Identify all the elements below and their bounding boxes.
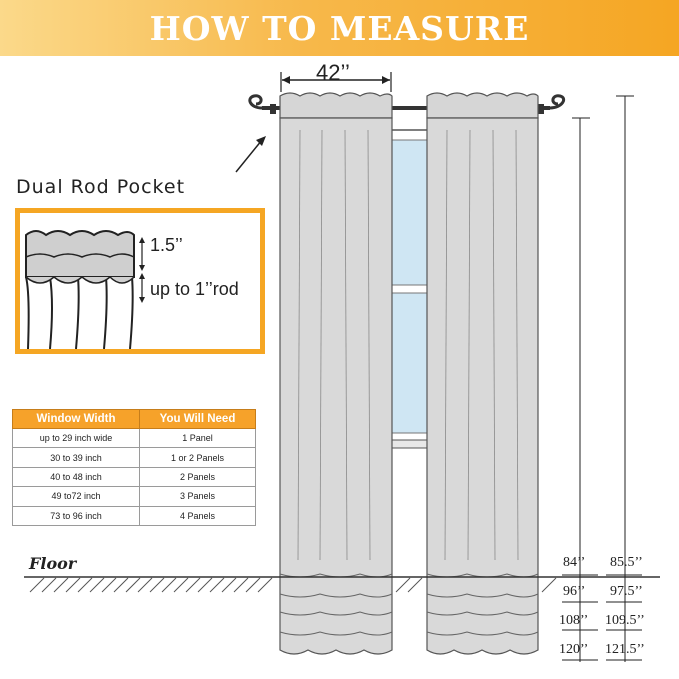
pocket-rod-label: up to 1’’rod <box>150 279 239 299</box>
window-width-cell: 49 to72 inch <box>13 487 140 506</box>
outer-length-label: 97.5’’ <box>610 584 643 599</box>
outer-length-label: 85.5’’ <box>610 555 643 570</box>
panels-needed-cell: 3 Panels <box>140 487 256 506</box>
panels-needed-cell: 2 Panels <box>140 467 256 486</box>
table-row <box>13 487 256 506</box>
table-row <box>13 448 256 467</box>
banner-title: HOW TO MEASURE <box>149 8 530 48</box>
dual-rod-pocket-label: Dual Rod Pocket <box>16 176 186 198</box>
table-row <box>13 506 256 525</box>
panels-needed-cell: 4 Panels <box>140 506 256 525</box>
panels-needed-cell: 1 Panel <box>140 429 256 448</box>
panel-count-table <box>12 409 256 526</box>
column-header-you-will-need: You Will Need <box>140 410 256 429</box>
column-header-window-width: Window Width <box>13 410 140 429</box>
pocket-top-label: 1.5’’ <box>150 235 183 255</box>
floor-label: Floor <box>29 554 77 573</box>
window-width-cell: 30 to 39 inch <box>13 448 140 467</box>
rod-pocket-detail <box>15 208 265 354</box>
inner-length-label: 120’’ <box>559 642 589 657</box>
window-width-cell: up to 29 inch wide <box>13 429 140 448</box>
panels-needed-cell: 1 or 2 Panels <box>140 448 256 467</box>
table-row <box>13 467 256 486</box>
callout-arrow <box>236 136 266 172</box>
outer-length-label: 109.5’’ <box>605 613 645 628</box>
window-width-cell: 73 to 96 inch <box>13 506 140 525</box>
panel-width-label: 42’’ <box>316 60 350 85</box>
inner-length-label: 84’’ <box>563 555 586 570</box>
inner-length-label: 108’’ <box>559 613 589 628</box>
inner-length-label: 96’’ <box>563 584 586 599</box>
left-curtain-panel <box>280 93 392 654</box>
table-header-row <box>13 410 256 429</box>
outer-length-label: 121.5’’ <box>605 642 645 657</box>
table-row <box>13 429 256 448</box>
right-curtain-panel <box>427 93 538 654</box>
window-width-cell: 40 to 48 inch <box>13 467 140 486</box>
